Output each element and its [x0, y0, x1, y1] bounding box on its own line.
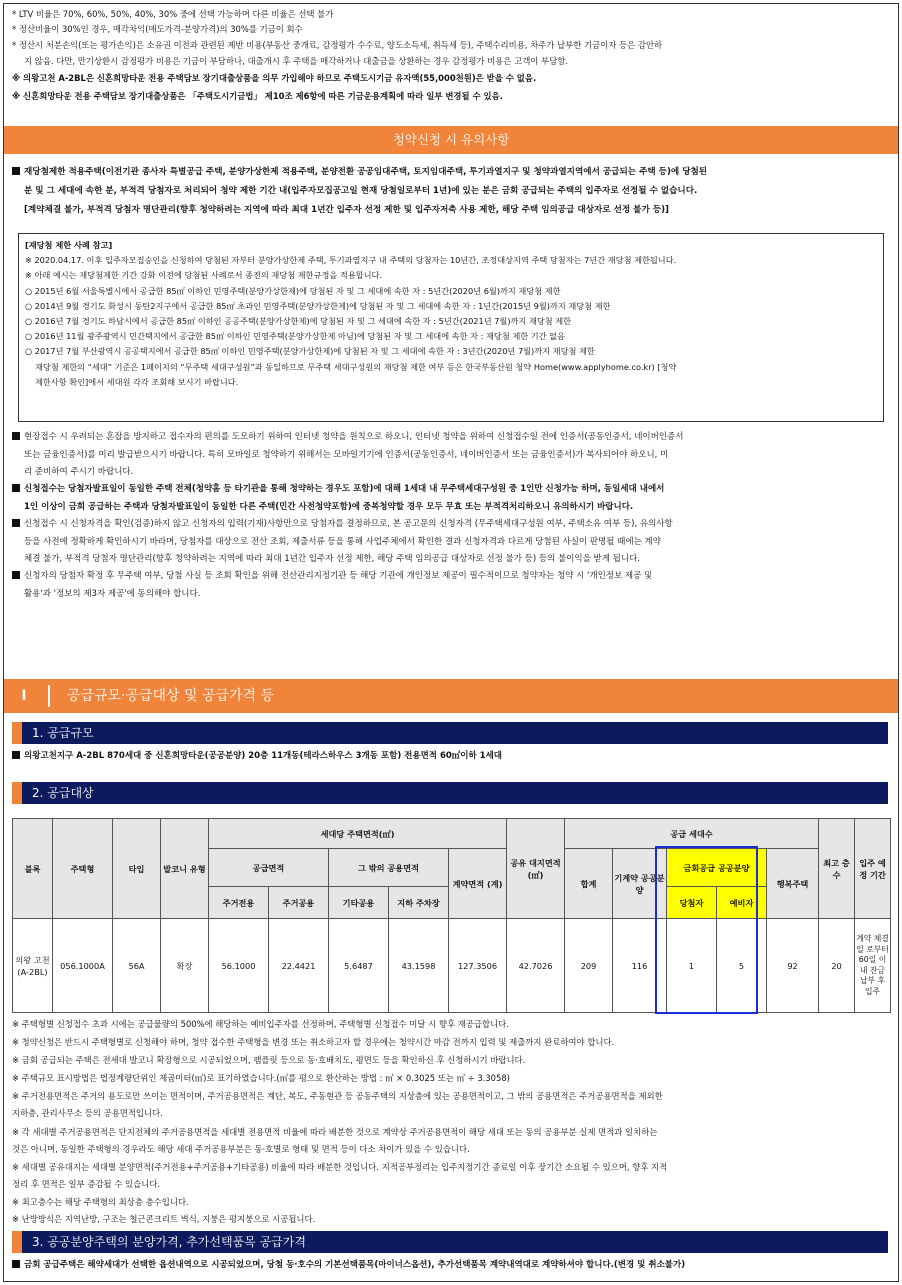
td-contract: 127.3506	[449, 919, 507, 1013]
th-area: 세대당 주택면적(㎡)	[209, 819, 507, 849]
th-contract-area: 계약면적 (계)	[449, 849, 507, 919]
table-note: ※ 금회 공급되는 주택은 전세대 발코니 확장형으로 시공되었으며, 팸플릿 등으로 동·호배치도, 평면도 등을 확인하신 후 신청하시기 바랍니다.	[12, 1055, 526, 1065]
td-balcony: 확장	[161, 919, 209, 1013]
price-text: 금회 공급주택은 해약세대가 선택한 옵션내역으로 시공되었으며, 당첨 동·호수의 기본선택품목(마이너스옵션), 추가선택품목 계약내역대로 계약하셔야 합니다.(변경 및 취소불가)	[12, 1257, 888, 1275]
table-note: ※ 최고층수는 해당 주택형의 최상층 층수입니다.	[12, 1197, 189, 1207]
note-settlement-gain: * 정산시 처분손익(또는 평가손익)은 소유권 이전과 관련된 제반 비용(부동산 중개료, 감정평가 수수료, 양도소득세, 취득세 등), 주택수리비용, 차주가 납부한 기금이자 등은 감안하	[12, 40, 663, 50]
section-divider	[48, 685, 50, 707]
td-park: 43.1598	[389, 919, 449, 1013]
table-note: ※ 주거전용면적은 주거의 용도로만 쓰이는 면적이며, 주거공용면적은 계단, 복도, 주동현관 등 공동주택의 지상층에 있는 공용면적이고, 그 밖의 공용면적은 주거공용면적을 제외한	[12, 1091, 663, 1101]
para-internet-application: 현장접수 시 우려되는 혼잡을 방지하고 접수자의 편의를 도모하기 위하여 인터넷 청약을 원칙으로 하오니, 인터넷 청약을 위하여 신청접수일 전에 인증서(공동인증서, 네이버인증서 또는 금융인증서)를 미리 발급받으시기 바랍니다. 특히 모바일로 청약하기 위해서는 모바일기기에 인증서(공동인증서, 네이버인증서 또는 금융인증서)가 복사되어야 하오니, 미 리 준비하여 주시기 바랍니다.	[12, 429, 888, 482]
table-note: ※ 주택규모 표시방법은 법정계량단위인 제곱미터(㎡)로 표기하였습니다.(㎡를 평으로 환산하는 방법 : ㎡ × 0.3025 또는 ㎡ ÷ 3.3058)	[12, 1073, 510, 1083]
th-comm: 주거공용	[269, 887, 329, 919]
th-supply-area: 공급면적	[209, 849, 329, 887]
th-winner: 당첨자	[667, 887, 717, 919]
rewin-box-line: ○ 2016년 7월 경기도 하남시에서 공급한 85㎡ 이하인 공공주택(분양가상한제)에 당첨된 자 및 그 세대에 속한 자 : 5년간(2021년 7월)까지 재당첨 제한	[25, 316, 572, 327]
th-units: 공급 세대수	[565, 819, 819, 849]
rewin-example-box	[18, 233, 884, 422]
note-loan-change: ※ 신혼희망타운 전용 주택담보 장기대출상품은 「주택도시기금법」 제10조 제6항에 따른 기금운용계획에 따라 일부 변경될 수 있음.	[12, 91, 503, 101]
td-etc: 5.6487	[329, 919, 389, 1013]
td-reserve: 5	[717, 919, 767, 1013]
td-land: 42.7026	[507, 919, 565, 1013]
table-note: 것은 아니며, 동일한 주택형의 경우라도 해당 세대 주거공용부분은 동·호별로 형태 및 면적 등이 다소 차이가 있을 수 있습니다.	[12, 1144, 470, 1154]
table-note: ※ 주택형별 신청접수 초과 시에는 공급물량의 500%에 해당하는 예비입주자를 선정하며, 주택형별 신청접수 미달 시 향후 재공급합니다.	[12, 1019, 509, 1029]
section-header	[4, 679, 898, 713]
rewin-box-line: ○ 2014년 9월 경기도 화성시 동탄2지구에서 공급한 85㎡ 초과인 민영주택(분양가상한제)에 당첨된 자 및 그 세대에 속한 자 : 1년간(2015년 9월)까지 재당첨 제한	[25, 300, 611, 311]
note-ltv: * LTV 비율은 70%, 60%, 50%, 40%, 30% 중에 선택 가능하며 다른 비율은 선택 불가	[12, 9, 334, 19]
bullet-square-icon	[12, 432, 20, 440]
th-total: 합계	[565, 849, 613, 919]
td-happy: 92	[767, 919, 819, 1013]
section-title: 공급규모·공급대상 및 공급가격 등	[66, 688, 275, 704]
rewin-box-line: ○ 2015년 6월 서울특별시에서 공급한 85㎡ 이하인 민영주택(분양가상한제)에 당첨된 자 및 그 세대에 속한 자 : 5년간(2020년 6월)까지 재당첨 제한	[25, 285, 561, 296]
td-winner: 1	[667, 919, 717, 1013]
th-floor: 최고 층수	[819, 819, 855, 919]
para-qualification-check: 신청접수 시 신청자격을 확인(검증)하지 않고 신청자의 입력(기재)사항만으로 당첨자를 결정하므로, 본 공고문의 신청자격 (무주택세대구성원 여부, 주택소유 여부 등), 유의사항 등을 사전에 정확하게 확인하시기 바라며, 당첨자를 대상으로 전산 조회, 제출서류 등을 통해 사업주체에서 확인한 결과 신청자격과 다르게 당첨된 사실이 판명될 때에는 계약 체결 불가, 부적격 당첨자 명단관리(향후 청약하려는 지역에 따라 최대 1년간 입주자 선정 제한, 해당 주택 임의공급 대상자로 선정 불가 등) 등의 불이익을 받게 됩니다.	[12, 516, 888, 569]
note-settlement-gain-cont: 지 않음. 다만, 만기상환시 감정평가 비용은 기금이 부담하나, 대출개시 후 주택을 매각하거나 대출금을 상환하는 경우 감정평가 비용은 고객이 부담함.	[24, 56, 568, 66]
rewin-box-line: ○ 2017년 7월 부산광역시 공공택지에서 공급한 85㎡ 이하인 민영주택(분양가상한제)에 당첨된 자 및 그 세대에 속한 자 : 3년간(2020년 7월)까지 재당첨 제한	[25, 346, 595, 357]
td-block: 의왕 고천 (A-2BL)	[13, 919, 53, 1013]
td-type: 056.1000A	[53, 919, 113, 1013]
document-page	[3, 3, 899, 1282]
th-land: 공유 대지면적 (㎡)	[507, 819, 565, 919]
td-excl: 56.1000	[209, 919, 269, 1013]
rewin-box-line: ○ 2016년 11월 광주광역시 민간택지에서 공급한 85㎡ 이하인 민영주택(분양가상한제 아님)에 당첨된 자 및 그 세대에 속한 자 : 재당첨 제한 기간 없음	[25, 331, 565, 342]
table-note: 정리 후 면적은 일부 증감될 수 있습니다.	[12, 1179, 161, 1189]
caution-title: 청약신청 시 유의사항	[392, 132, 510, 147]
orange-tag	[12, 782, 22, 804]
table-note: ※ 세대별 공유대지는 세대별 분양면적(주거전용+주거공용+기타공용) 비율에 따라 배분한 것입니다. 지적공부정리는 입주지정기간 종료일 이후 장기간 소요될 수 있으며, 향후 지적	[12, 1162, 668, 1172]
rewin-box-line: ※ 2020.04.17. 이후 입주자모집승인을 신청하여 당첨된 자부터 분양가상한제 주택, 투기과열지구 내 주택의 당첨자는 10년간, 조정대상지역 주택 당첨자는 7년간 재당첨 제한됩니다.	[25, 255, 677, 266]
td-movein: 계약 체결일 로부터 60일 이내 잔금 납부 후 입주	[855, 919, 891, 1013]
td-existing: 116	[613, 919, 667, 1013]
subheader-price: 3. 공공분양주택의 분양가격, 추가선택품목 공급가격	[12, 1231, 888, 1253]
note-settlement-ratio: * 정산비율이 30%인 경우, 매각차익(매도가격-분양가격)의 30%를 기금이 회수	[12, 24, 303, 34]
supply-scale-text: 의왕고천지구 A-2BL 870세대 중 신혼희망타운(공공분양) 20층 11개동(테라스하우스 3개동 포함) 전용면적 60㎡이하 1세대	[12, 748, 888, 766]
th-movein: 입주 예정 기간	[855, 819, 891, 919]
note-mandatory-loan: ※ 의왕고천 A-2BL은 신혼희망타운 전용 주택담보 장기대출상품을 의무 가입해야 하므로 주택도시기금 유자액(55,000천원)은 받을 수 없음.	[12, 73, 537, 83]
rewin-paragraph: 재당첨제한 적용주택(이전기관 종사자 특별공급 주택, 분양가상한제 적용주택, 분양전환 공공임대주택, 토지임대주택, 투기과열지구 및 청약과열지역에서 공급되는 주택 등)에 당첨된 분 및 그 세대에 속한 분, 부적격 당첨자로 처리되어 청약 제한 기간 내(입주자모집공고일 현재 당첨일로부터 1년)에 있는 분은 금회 공급되는 주택의 입주자로 선정될 수 없습니다. [계약체결 불가, 부적격 당첨자 명단관리(향후 청약하려는 지역에 따라 최대 1년간 입주자 선정 제한 및 입주자저축 사용 제한, 해당 주택 임의공급 대상자로 선정 불가 등)]	[12, 163, 888, 220]
bullet-square-icon	[12, 1260, 20, 1268]
th-this-supply: 금회공급 공공분양	[667, 849, 767, 887]
td-comm: 22.4421	[269, 919, 329, 1013]
bullet-square-icon	[12, 751, 20, 759]
td-total: 209	[565, 919, 613, 1013]
section-number: I	[21, 688, 27, 704]
table-note: ※ 각 세대별 주거공용면적은 단지전체의 주거공용면적을 세대별 전용면적 비율에 따라 배분한 것으로 계약상 주거공용면적이 해당 세대 또는 동의 공용부분 실제 면적과 일치하는	[12, 1127, 658, 1137]
table-row	[13, 919, 891, 1013]
bullet-square-icon	[12, 571, 20, 579]
highlight-frame	[655, 846, 758, 1014]
th-existing: 기계약 공공분양	[613, 849, 667, 919]
bullet-square-icon	[12, 167, 20, 175]
orange-tag	[12, 1231, 22, 1253]
th-etc: 기타공용	[329, 887, 389, 919]
rewin-box-line: 제한사항 확인]에서 세대원 각각 조회해 보시기 바랍니다.	[35, 376, 239, 387]
table-note: ※ 청약신청은 반드시 주택형별로 신청해야 하며, 청약 접수한 주택형을 변경 또는 취소하고자 할 경우에는 청약시간 마감 전까지 입력 및 제출까지 완료하여야 합니다.	[12, 1037, 615, 1047]
supply-table	[12, 818, 891, 1013]
bullet-square-icon	[12, 484, 20, 492]
th-ty: 타입	[113, 819, 161, 919]
th-block: 블록	[13, 819, 53, 919]
subheader-supply-target: 2. 공급대상	[12, 782, 888, 804]
td-floor: 20	[819, 919, 855, 1013]
th-other-area: 그 밖의 공용면적	[329, 849, 449, 887]
subheader-supply-scale: 1. 공급규모	[12, 722, 888, 744]
th-excl: 주거전용	[209, 887, 269, 919]
table-note: ※ 난방방식은 지역난방, 구조는 철근콘크리트 벽식, 지붕은 평지붕으로 시공됩니다.	[12, 1214, 316, 1224]
para-privacy-consent: 신청자의 당첨자 확정 후 무주택 여부, 당첨 사실 등 조회 확인을 위해 전산관리지정기관 등 해당 기관에 개인정보 제공이 필수적이므로 청약자는 청약 시 '개인정보 제공 및 활용'과 '정보의 제3자 제공'에 동의해야 합니다.	[12, 568, 888, 603]
orange-tag	[12, 722, 22, 744]
rewin-box-line: 재당첨 제한의 “세대” 기준은 1페이지의 “무주택 세대구성원”과 동일하므로 무주택 세대구성원의 재당첨 제한 여부 등은 한국부동산원 청약 Home(www.applyhome.co.kr) [청약	[35, 361, 677, 372]
table-note: 지하층, 관리사무소 등의 공용면적입니다.	[12, 1108, 163, 1118]
th-happy: 행복주택	[767, 849, 819, 919]
td-ty: 56A	[113, 919, 161, 1013]
rewin-box-line: ※ 아래 예시는 재당첨제한 기간 강화 이전에 당첨된 사례로서 종전의 재당첨 제한규정을 적용합니다.	[25, 270, 383, 281]
para-duplicate-application: 신청접수는 당첨자발표일이 동일한 주택 전체(청약홈 등 타기관을 통해 청약하는 경우도 포함)에 대해 1세대 내 무주택세대구성원 중 1인만 신청가능 하며, 동일세대 내에서 1인 이상이 금회 공급하는 주택과 당첨자발표일이 동일한 다른 주택(민간 사전청약포함)에 중복청약할 경우 모두 무효 또는 부적격처리하오니 유의하시기 바랍니다.	[12, 481, 888, 516]
th-reserve: 예비자	[717, 887, 767, 919]
th-balcony: 발코니 유형	[161, 819, 209, 919]
caution-header	[4, 126, 898, 154]
th-park: 지하 주차장	[389, 887, 449, 919]
th-type: 주택형	[53, 819, 113, 919]
bullet-square-icon	[12, 519, 20, 527]
rewin-box-title: [재당첨 제한 사례 참고]	[25, 240, 113, 250]
